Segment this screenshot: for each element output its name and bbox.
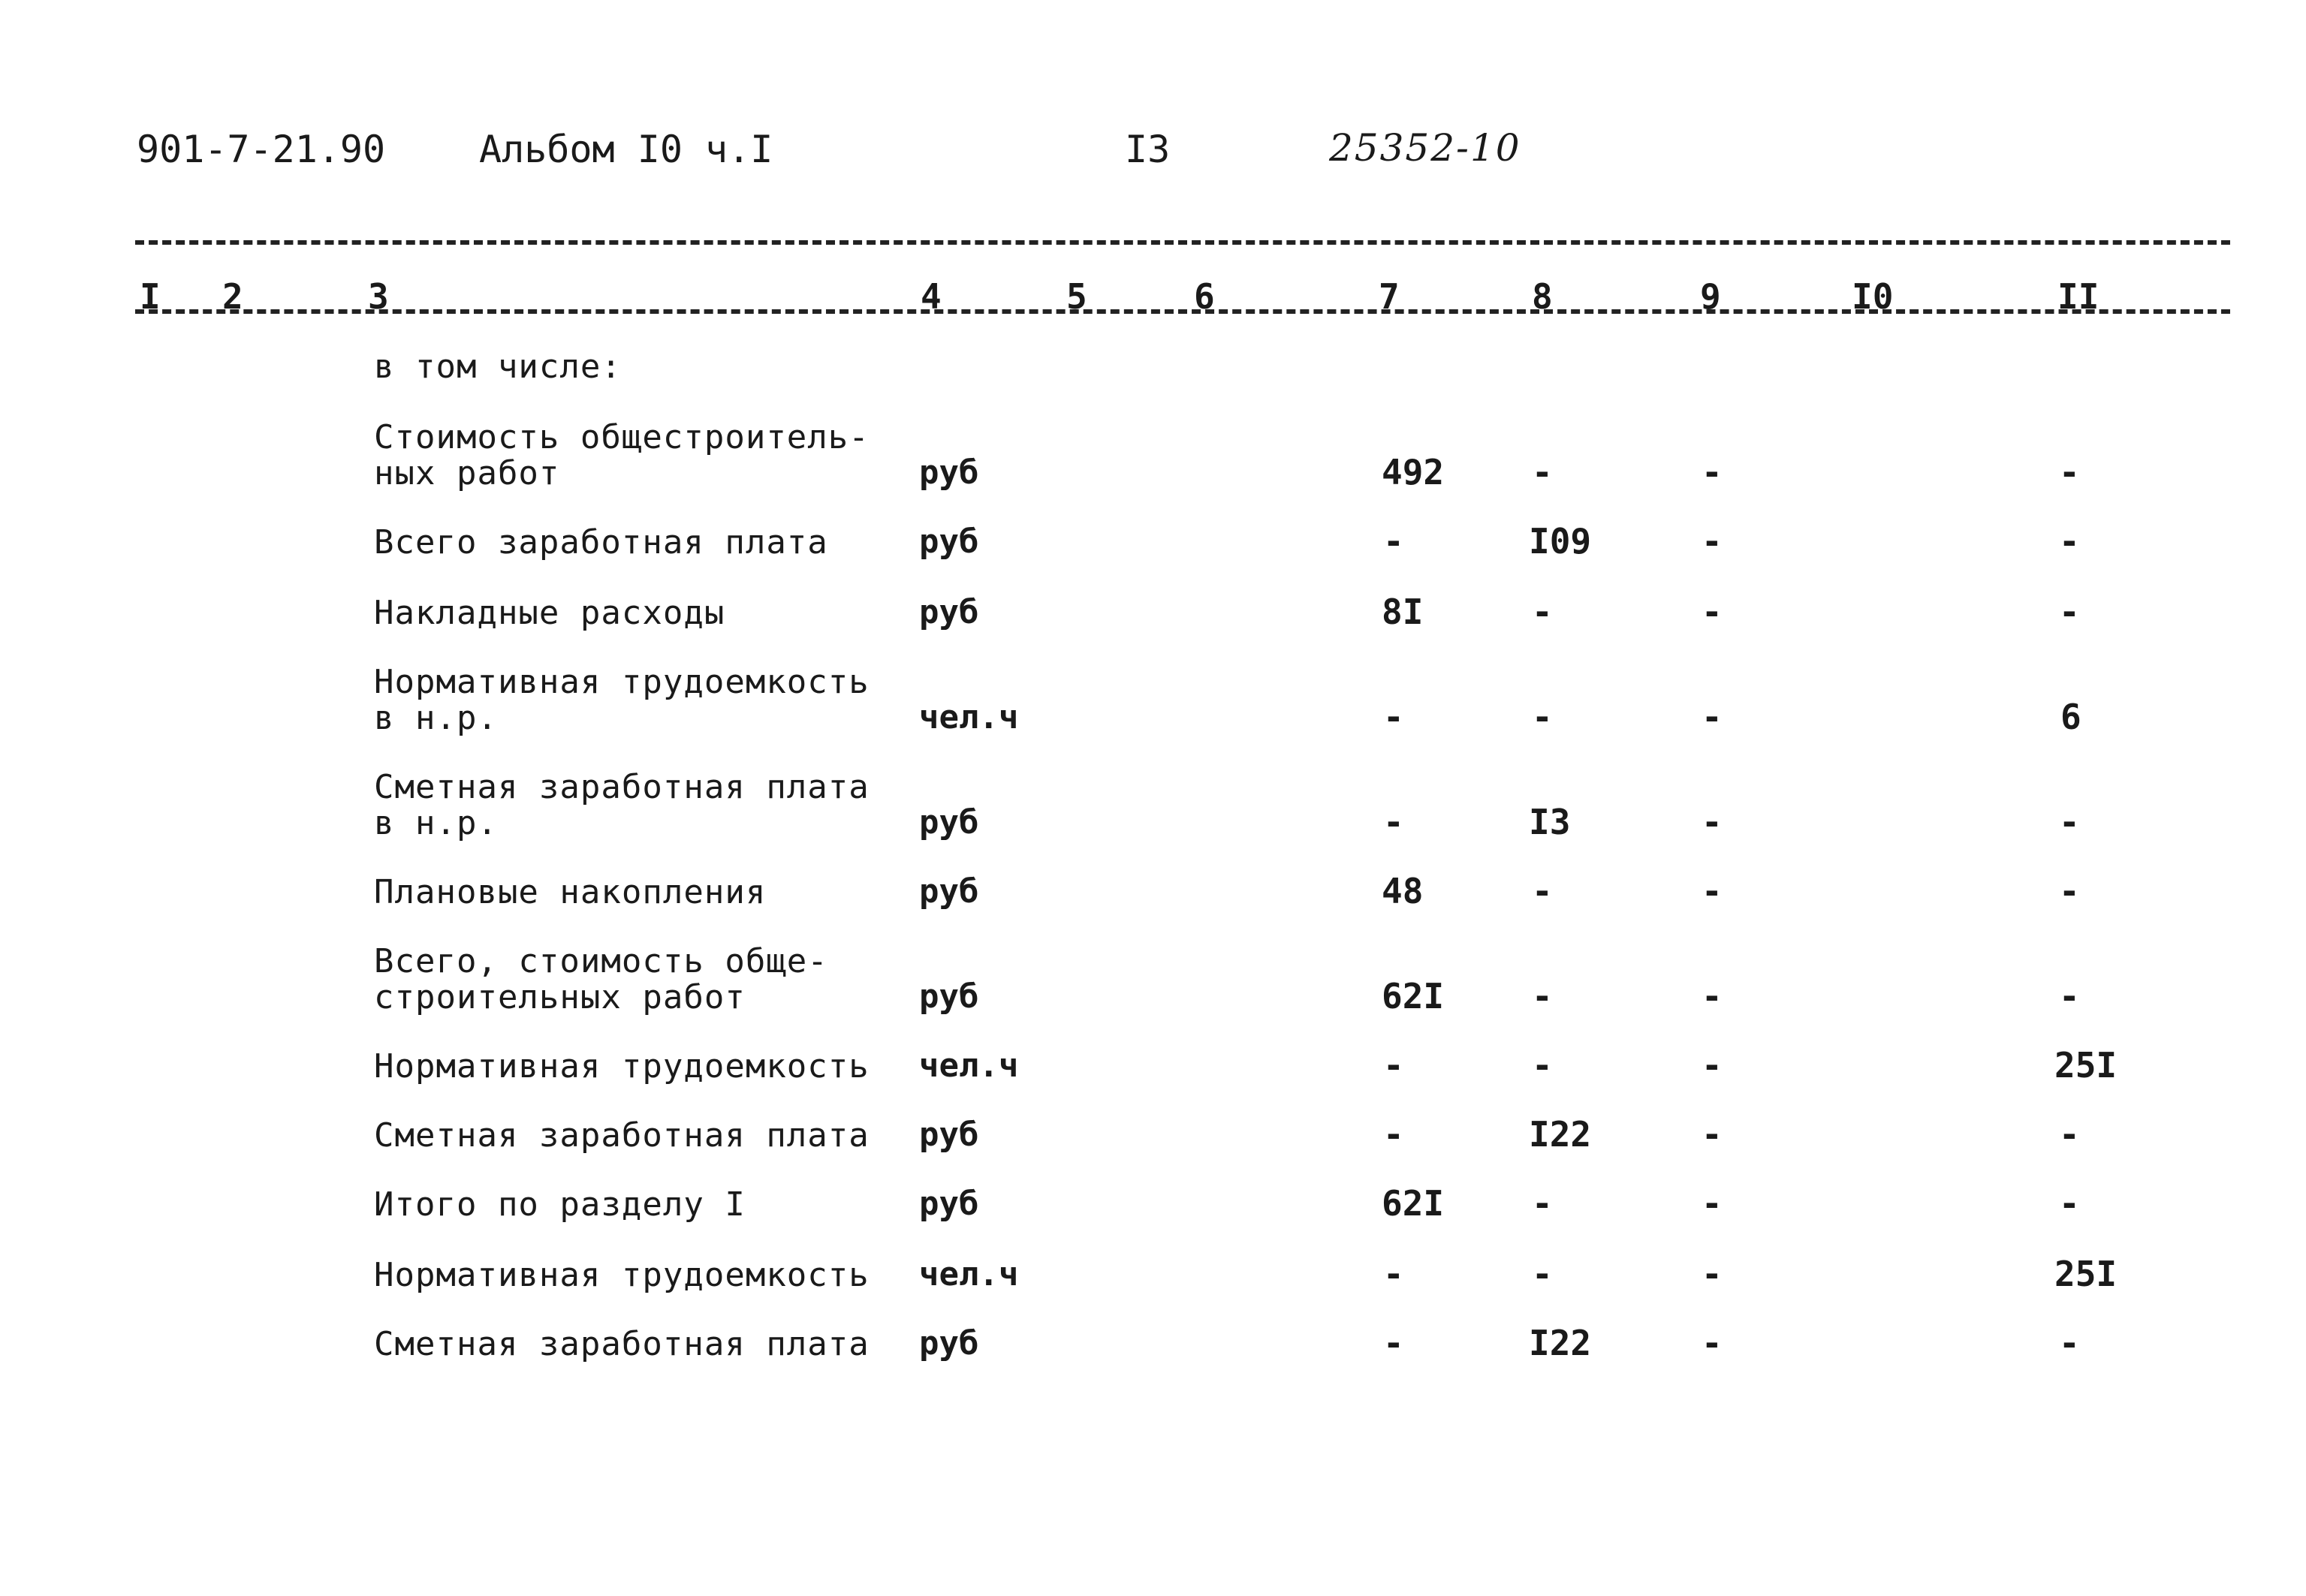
row-col11-value: - (2059, 452, 2080, 492)
row-col8-value: I22 (1529, 1323, 1592, 1363)
row-label-line: ных работ (374, 454, 560, 492)
row-col9-value: - (1702, 871, 1723, 911)
row-unit: чел.ч (919, 698, 1019, 736)
row-col8-value: - (1532, 697, 1553, 737)
row-label-line: Сметная заработная плата (374, 1116, 870, 1155)
row-col8-value: I22 (1529, 1114, 1592, 1155)
row-unit: руб (919, 803, 979, 842)
row-col9-value: - (1702, 1045, 1723, 1086)
row-col8-value: - (1532, 1045, 1553, 1086)
row-col11-value: 25I (2054, 1045, 2118, 1086)
row-col9-value: - (1702, 1114, 1723, 1155)
row-col9-value: - (1702, 1183, 1723, 1224)
row-col7-value: - (1383, 1114, 1404, 1155)
row-label-line: Итого по разделу I (374, 1185, 746, 1224)
row-col7-value: - (1383, 521, 1404, 562)
column-number-7: 7 (1379, 276, 1400, 317)
row-col8-value: - (1532, 871, 1553, 911)
row-label-line: Сметная заработная плата (374, 1325, 870, 1363)
row-unit: руб (919, 1185, 979, 1223)
row-col8-value: - (1532, 452, 1553, 492)
row-col11-value: - (2059, 976, 2080, 1016)
row-col8-value: - (1532, 1254, 1553, 1294)
row-col9-value: - (1702, 592, 1723, 632)
column-number-2: 2 (222, 276, 243, 317)
album-label: Альбом I0 ч.I (479, 128, 773, 171)
row-col9-value: - (1702, 802, 1723, 842)
row-col11-value: - (2059, 521, 2080, 562)
row-unit: руб (919, 453, 979, 492)
row-label-line: Плановые накопления (374, 873, 767, 911)
column-number-8: 8 (1532, 276, 1553, 317)
page-number: I3 (1125, 128, 1171, 171)
row-unit: чел.ч (919, 1046, 1019, 1085)
row-label-line: в н.р. (374, 699, 498, 737)
row-unit: руб (919, 872, 979, 911)
row-col9-value: - (1702, 521, 1723, 562)
row-unit: руб (919, 1116, 979, 1154)
row-col7-value: - (1383, 1323, 1404, 1363)
row-col11-value: - (2059, 1183, 2080, 1224)
row-label-line: Стоимость общестроитель- (374, 418, 870, 456)
column-number-3: 3 (368, 276, 389, 317)
row-col11-value: - (2059, 802, 2080, 842)
row-col9-value: - (1702, 976, 1723, 1016)
row-label-line: Нормативная трудоемкость (374, 1256, 870, 1294)
column-number-9: 9 (1700, 276, 1721, 317)
column-number-5: 5 (1066, 276, 1087, 317)
row-col11-value: 25I (2054, 1254, 2118, 1294)
row-unit: руб (919, 1324, 979, 1363)
document-code: 901-7-21.90 (137, 128, 386, 171)
row-col9-value: - (1702, 452, 1723, 492)
row-col7-value: 492 (1382, 452, 1445, 492)
row-label-line: Сметная заработная плата (374, 768, 870, 806)
column-number-1: I (140, 276, 161, 317)
row-label-line: строительных работ (374, 978, 746, 1016)
row-col8-value: I3 (1529, 802, 1571, 842)
section-intro: в том числе: (374, 348, 622, 386)
row-label-line: Всего, стоимость обще- (374, 942, 828, 980)
row-unit: руб (919, 593, 979, 631)
row-label-line: Нормативная трудоемкость (374, 1047, 870, 1086)
row-col8-value: - (1532, 976, 1553, 1016)
column-number-11: II (2057, 276, 2100, 317)
row-col9-value: - (1702, 1254, 1723, 1294)
column-number-6: 6 (1194, 276, 1215, 317)
row-label-line: Всего заработная плата (374, 523, 828, 562)
handwritten-number: 25352-10 (1329, 126, 1521, 170)
row-col11-value: - (2059, 871, 2080, 911)
row-label-line: Нормативная трудоемкость (374, 663, 870, 701)
row-col8-value: - (1532, 1183, 1553, 1224)
row-unit: руб (919, 977, 979, 1016)
row-col11-value: 6 (2060, 697, 2081, 737)
row-unit: чел.ч (919, 1255, 1019, 1293)
column-number-rule (135, 309, 2230, 314)
row-col11-value: - (2059, 592, 2080, 632)
row-col7-value: 48 (1382, 871, 1424, 911)
row-col7-value: - (1383, 1254, 1404, 1294)
row-col9-value: - (1702, 697, 1723, 737)
row-col11-value: - (2059, 1114, 2080, 1155)
row-col7-value: - (1383, 802, 1404, 842)
column-number-4: 4 (921, 276, 942, 317)
row-col7-value: 62I (1382, 1183, 1445, 1224)
table-top-rule (135, 240, 2230, 245)
row-label-line: в н.р. (374, 804, 498, 842)
row-col7-value: - (1383, 1045, 1404, 1086)
row-col7-value: 8I (1382, 592, 1424, 632)
row-col8-value: - (1532, 592, 1553, 632)
row-col7-value: - (1383, 697, 1404, 737)
row-col8-value: I09 (1529, 521, 1592, 562)
row-col11-value: - (2059, 1323, 2080, 1363)
row-col7-value: 62I (1382, 976, 1445, 1016)
row-col9-value: - (1702, 1323, 1723, 1363)
row-label-line: Накладные расходы (374, 594, 725, 632)
row-unit: руб (919, 522, 979, 561)
column-number-10: I0 (1852, 276, 1894, 317)
